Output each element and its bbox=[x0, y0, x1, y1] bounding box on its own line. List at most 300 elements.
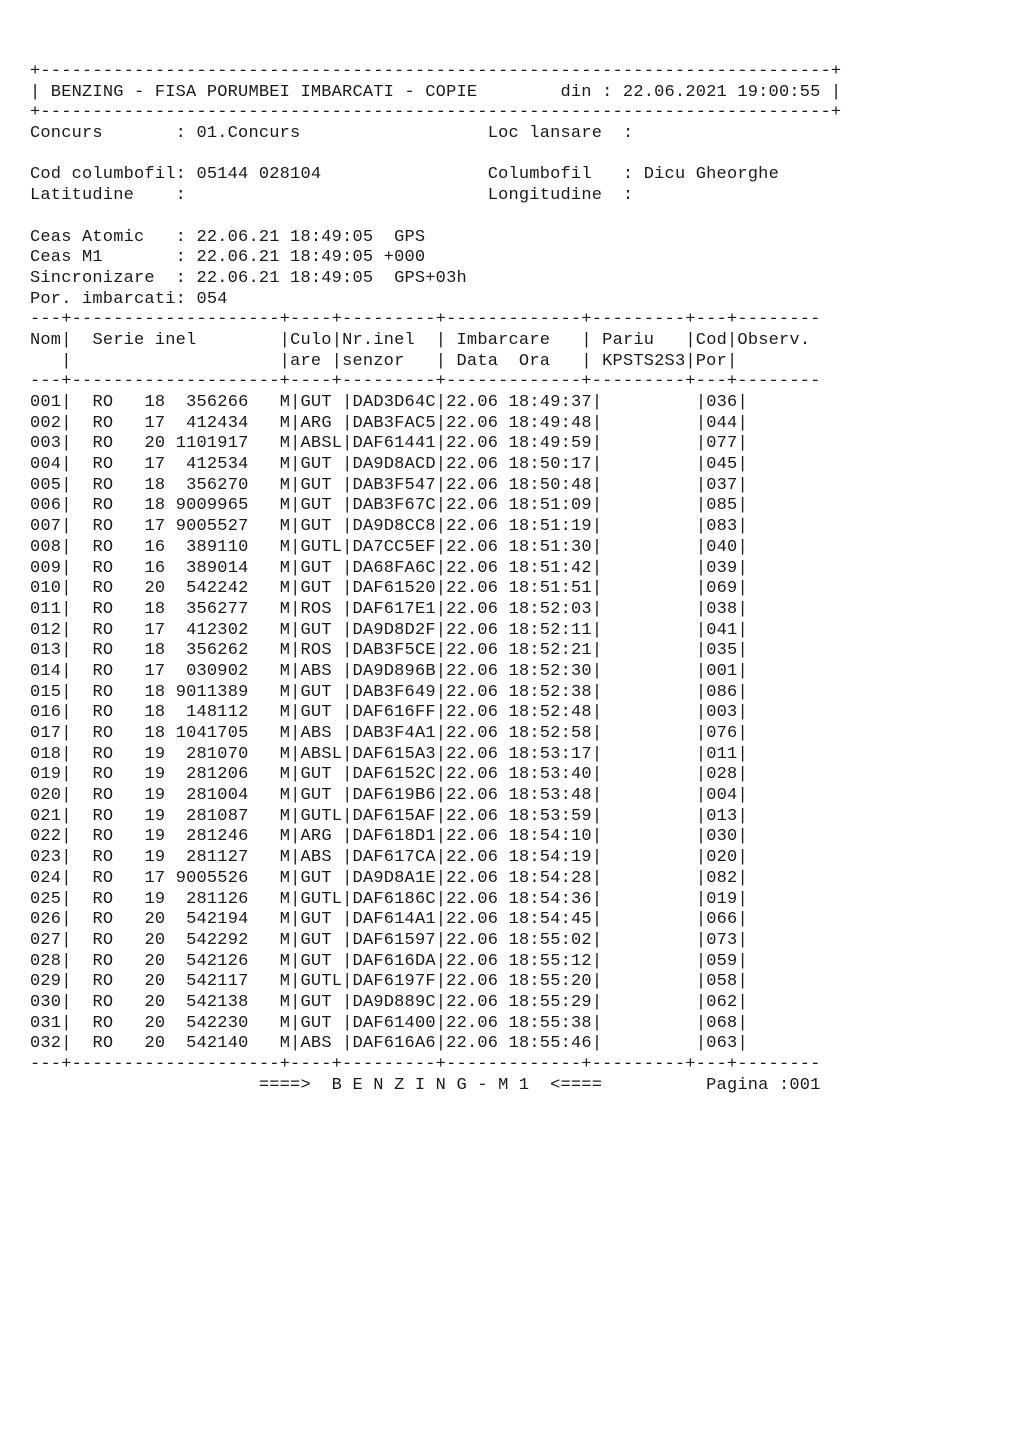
cell-country: RO bbox=[92, 1034, 114, 1054]
cell-nom: 014 bbox=[30, 661, 62, 681]
rule: | bbox=[435, 992, 447, 1012]
rule bbox=[602, 496, 696, 515]
columbofil-label: Columbofil bbox=[487, 165, 623, 185]
cell-sensor: DAF617CA bbox=[352, 848, 436, 868]
rule: | bbox=[581, 330, 592, 350]
rule: | bbox=[737, 930, 748, 950]
cell-time: 18:52:03 bbox=[508, 599, 592, 619]
cell-sensor: DAF6152C bbox=[352, 765, 436, 785]
rule bbox=[165, 1034, 175, 1053]
cell-cod: 044 bbox=[706, 413, 738, 433]
cell-ring: 542242 bbox=[175, 579, 249, 599]
rule bbox=[165, 496, 175, 515]
cell-date: 22.06 bbox=[446, 972, 499, 992]
cell-sensor: DA9D896B bbox=[352, 661, 436, 681]
rule bbox=[498, 641, 508, 660]
cell-nom: 009 bbox=[30, 558, 62, 578]
rule: | bbox=[290, 744, 301, 764]
cell-year: 18 bbox=[144, 641, 166, 661]
cell-sensor: DA9D8CC8 bbox=[352, 517, 436, 537]
rule bbox=[30, 145, 40, 164]
cell-cod: 045 bbox=[706, 455, 738, 475]
rule bbox=[602, 579, 696, 598]
rule bbox=[165, 972, 175, 991]
cell-date: 22.06 bbox=[446, 910, 499, 930]
cell-ring: 356270 bbox=[175, 475, 249, 495]
cell-sex: M bbox=[279, 1013, 291, 1033]
cod-value: 05144 028104 bbox=[196, 165, 405, 185]
cell-cod: 013 bbox=[706, 806, 738, 826]
rule: | bbox=[435, 806, 447, 826]
cell-sensor: DAD3D64C bbox=[352, 393, 436, 412]
rule: | bbox=[591, 661, 603, 681]
rule bbox=[113, 745, 144, 764]
cell-color: GUT bbox=[300, 620, 343, 640]
table-row bbox=[30, 662, 841, 683]
rule: | bbox=[435, 393, 447, 412]
rule bbox=[165, 807, 175, 826]
rule bbox=[498, 765, 508, 784]
cell-ring: 412534 bbox=[175, 455, 249, 475]
cell-cod: 082 bbox=[706, 868, 738, 888]
rule: | bbox=[342, 992, 353, 1012]
rule: | bbox=[591, 517, 603, 537]
rule: | bbox=[290, 620, 301, 640]
rule: | bbox=[342, 434, 353, 454]
rule: | bbox=[737, 661, 748, 681]
rule: | bbox=[737, 620, 748, 640]
cell-date: 22.06 bbox=[446, 992, 499, 1012]
cell-date: 22.06 bbox=[446, 806, 499, 826]
rule: | bbox=[342, 517, 353, 537]
rule bbox=[602, 703, 696, 722]
rule: | bbox=[61, 848, 72, 868]
rule: | bbox=[591, 910, 603, 930]
rule: | bbox=[342, 765, 353, 785]
rule: | bbox=[435, 930, 447, 950]
cell-country: RO bbox=[92, 393, 114, 412]
cell-cod: 085 bbox=[706, 496, 738, 516]
cell-sensor: DA9D8D2F bbox=[352, 620, 436, 640]
cell-sensor: DAF6197F bbox=[352, 972, 436, 992]
rule bbox=[72, 538, 93, 557]
rule bbox=[165, 517, 175, 536]
rule: | bbox=[695, 496, 707, 516]
rule: | bbox=[342, 951, 353, 971]
rule bbox=[249, 703, 280, 722]
rule: | bbox=[290, 393, 301, 412]
cell-sex: M bbox=[279, 868, 291, 888]
rule: | bbox=[695, 744, 707, 764]
cell-date: 22.06 bbox=[446, 620, 499, 640]
rule bbox=[249, 972, 280, 991]
cell-sensor: DAF616FF bbox=[352, 703, 436, 723]
concurs-label: Concurs bbox=[30, 124, 176, 144]
rule bbox=[72, 641, 93, 660]
cell-date: 22.06 bbox=[446, 682, 499, 702]
rule: | bbox=[290, 558, 301, 578]
rule: | bbox=[737, 889, 748, 909]
rule: | bbox=[30, 351, 93, 371]
rule bbox=[498, 600, 508, 619]
rule: | bbox=[30, 82, 41, 102]
cell-time: 18:54:45 bbox=[508, 910, 592, 930]
cell-ring: 281246 bbox=[175, 827, 249, 847]
rule bbox=[113, 579, 144, 598]
cell-ring: 281070 bbox=[175, 744, 249, 764]
cell-sex: M bbox=[279, 910, 291, 930]
blank bbox=[30, 207, 841, 228]
col-cod-2: Por bbox=[695, 351, 727, 371]
rule: | bbox=[737, 910, 748, 930]
rule: | bbox=[342, 786, 353, 806]
rule bbox=[602, 890, 696, 909]
rule bbox=[602, 993, 696, 1012]
rule: | bbox=[61, 889, 72, 909]
cell-color: ABSL bbox=[300, 744, 343, 764]
cell-year: 17 bbox=[144, 868, 166, 888]
cell-time: 18:51:19 bbox=[508, 517, 592, 537]
cell-cod: 058 bbox=[706, 972, 738, 992]
cell-color: ARG bbox=[300, 827, 343, 847]
rule: | bbox=[290, 682, 301, 702]
report-title: BENZING - FISA PORUMBEI IMBARCATI - COPIE bbox=[40, 82, 478, 102]
rule bbox=[249, 455, 280, 474]
cell-sex: M bbox=[279, 537, 291, 557]
rule bbox=[165, 434, 175, 453]
rule bbox=[72, 952, 93, 971]
cell-date: 22.06 bbox=[446, 599, 499, 619]
rule bbox=[72, 1034, 93, 1053]
cell-year: 17 bbox=[144, 413, 166, 433]
rule bbox=[165, 579, 175, 598]
rule: | bbox=[290, 724, 301, 743]
cell-ring: 542292 bbox=[175, 930, 249, 950]
cell-date: 22.06 bbox=[446, 889, 499, 909]
rule: | bbox=[591, 703, 603, 723]
rule bbox=[113, 559, 144, 578]
cell-sex: M bbox=[279, 765, 291, 785]
table-row bbox=[30, 972, 841, 993]
table-row bbox=[30, 538, 841, 559]
cell-color: GUTL bbox=[300, 972, 343, 992]
rule: | bbox=[61, 806, 72, 826]
cell-country: RO bbox=[92, 703, 114, 723]
rule: | bbox=[61, 703, 72, 723]
cell-country: RO bbox=[92, 889, 114, 909]
cell-time: 18:49:48 bbox=[508, 413, 592, 433]
por-label: Por. imbarcati: bbox=[30, 289, 197, 309]
rule: | bbox=[331, 351, 343, 371]
sincronizare-line bbox=[30, 269, 841, 290]
page-label: Pagina : bbox=[706, 1075, 790, 1095]
cell-date: 22.06 bbox=[446, 930, 499, 950]
rule bbox=[249, 765, 280, 784]
rule: | bbox=[695, 455, 707, 475]
cell-sex: M bbox=[279, 475, 291, 495]
rule bbox=[249, 827, 280, 846]
cell-country: RO bbox=[92, 744, 114, 764]
cell-cod: 076 bbox=[706, 724, 738, 743]
rule bbox=[113, 703, 144, 722]
rule: | bbox=[695, 579, 707, 599]
cell-sensor: DA68FA6C bbox=[352, 558, 436, 578]
cell-date: 22.06 bbox=[446, 765, 499, 785]
cell-sensor: DAF615A3 bbox=[352, 744, 436, 764]
cell-cod: 077 bbox=[706, 434, 738, 454]
table-row bbox=[30, 621, 841, 642]
cell-year: 18 bbox=[144, 703, 166, 723]
rule bbox=[602, 683, 696, 702]
rule bbox=[498, 579, 508, 598]
rule: | bbox=[435, 972, 447, 992]
cell-ring: 9009965 bbox=[175, 496, 249, 516]
cell-nom: 024 bbox=[30, 868, 62, 888]
rule bbox=[72, 600, 93, 619]
cell-color: GUTL bbox=[300, 537, 343, 557]
col-culo-2: are bbox=[290, 351, 332, 371]
cell-year: 18 bbox=[144, 682, 166, 702]
cell-cod: 069 bbox=[706, 579, 738, 599]
rule: | bbox=[737, 703, 748, 723]
cell-cod: 001 bbox=[706, 661, 738, 681]
rule: | bbox=[695, 393, 707, 412]
cell-nom: 007 bbox=[30, 517, 62, 537]
rule bbox=[498, 972, 508, 991]
rule: | bbox=[591, 620, 603, 640]
cell-cod: 059 bbox=[706, 951, 738, 971]
cell-cod: 063 bbox=[706, 1034, 738, 1054]
ceas-m1-label: Ceas M1 bbox=[30, 248, 176, 268]
cell-sex: M bbox=[279, 703, 291, 723]
cell-ring: 1041705 bbox=[175, 724, 249, 743]
rule bbox=[249, 910, 280, 929]
cell-color: GUT bbox=[300, 455, 343, 475]
cell-year: 17 bbox=[144, 620, 166, 640]
rule bbox=[498, 724, 508, 743]
cell-time: 18:52:11 bbox=[508, 620, 592, 640]
cell-country: RO bbox=[92, 558, 114, 578]
rule bbox=[113, 869, 144, 888]
rule: | bbox=[685, 330, 696, 350]
cell-ring: 542140 bbox=[175, 1034, 249, 1054]
table-row bbox=[30, 434, 841, 455]
cell-country: RO bbox=[92, 475, 114, 495]
cell-year: 18 bbox=[144, 475, 166, 495]
rule: | bbox=[591, 434, 603, 454]
table-header-2 bbox=[30, 352, 841, 373]
cell-ring: 356266 bbox=[175, 393, 249, 412]
rule: : bbox=[175, 124, 197, 144]
rule: | bbox=[290, 972, 301, 992]
cell-year: 20 bbox=[144, 992, 166, 1012]
rule: | bbox=[591, 806, 603, 826]
rule bbox=[249, 848, 280, 867]
cell-country: RO bbox=[92, 641, 114, 661]
rule: | bbox=[435, 682, 447, 702]
table-row bbox=[30, 910, 841, 931]
rule: | bbox=[290, 1013, 301, 1033]
table-rule bbox=[30, 1055, 841, 1076]
rule: | bbox=[591, 599, 603, 619]
cell-country: RO bbox=[92, 496, 114, 516]
rule: | bbox=[342, 889, 353, 909]
rule: | bbox=[342, 496, 353, 516]
cell-color: GUTL bbox=[300, 889, 343, 909]
rule bbox=[498, 1014, 508, 1033]
rule: | bbox=[591, 558, 603, 578]
cell-sensor: DAF616DA bbox=[352, 951, 436, 971]
table-row bbox=[30, 703, 841, 724]
cell-nom: 020 bbox=[30, 786, 62, 806]
rule: | bbox=[695, 1013, 707, 1033]
rule: | bbox=[61, 910, 72, 930]
rule: | bbox=[290, 806, 301, 826]
cell-country: RO bbox=[92, 1013, 114, 1033]
rule bbox=[602, 1034, 696, 1053]
table-row bbox=[30, 393, 841, 414]
rule: | bbox=[290, 641, 301, 661]
cell-year: 18 bbox=[144, 724, 166, 743]
cell-time: 18:53:48 bbox=[508, 786, 592, 806]
rule: | bbox=[61, 517, 72, 537]
cell-sex: M bbox=[279, 951, 291, 971]
rule: | bbox=[737, 1013, 748, 1033]
rule: | bbox=[695, 951, 707, 971]
rule bbox=[498, 745, 508, 764]
rule bbox=[249, 1014, 280, 1033]
rule bbox=[165, 538, 175, 557]
rule: | bbox=[695, 599, 707, 619]
footer-center: ====> B E N Z I N G - M 1 <==== bbox=[258, 1075, 603, 1095]
cell-ring: 281004 bbox=[175, 786, 249, 806]
rule bbox=[72, 745, 93, 764]
cell-time: 18:55:38 bbox=[508, 1013, 592, 1033]
cell-sensor: DAF61597 bbox=[352, 930, 436, 950]
rule bbox=[72, 559, 93, 578]
rule: | bbox=[342, 413, 353, 433]
rule bbox=[498, 807, 508, 826]
rule bbox=[404, 165, 487, 184]
rule: | bbox=[591, 393, 603, 412]
rule bbox=[249, 869, 280, 888]
rule bbox=[72, 848, 93, 867]
rule: | bbox=[61, 599, 72, 619]
rule bbox=[498, 538, 508, 557]
ceas-m1-line bbox=[30, 248, 841, 269]
cell-time: 18:53:59 bbox=[508, 806, 592, 826]
rule bbox=[498, 496, 508, 515]
rule bbox=[498, 434, 508, 453]
rule bbox=[498, 414, 508, 433]
cell-country: RO bbox=[92, 806, 114, 826]
rule bbox=[165, 641, 175, 660]
rule: | bbox=[695, 703, 707, 723]
rule: | bbox=[290, 786, 301, 806]
cell-nom: 027 bbox=[30, 930, 62, 950]
cell-nom: 031 bbox=[30, 1013, 62, 1033]
cell-color: ABS bbox=[300, 724, 343, 743]
cell-nom: 015 bbox=[30, 682, 62, 702]
rule bbox=[72, 393, 93, 412]
cell-color: GUT bbox=[300, 558, 343, 578]
rule: | bbox=[435, 413, 447, 433]
rule: | bbox=[435, 868, 447, 888]
cell-color: GUT bbox=[300, 1013, 343, 1033]
cell-ring: 281127 bbox=[175, 848, 249, 868]
rule: | bbox=[435, 827, 447, 847]
report-title-line bbox=[30, 83, 841, 104]
table-row bbox=[30, 559, 841, 580]
rule: +----------------------------------------------------------------------------+ bbox=[30, 103, 842, 123]
rule: | bbox=[61, 765, 72, 785]
table-header-1 bbox=[30, 331, 841, 352]
rule bbox=[165, 662, 175, 681]
rule: : bbox=[175, 227, 197, 247]
rule bbox=[165, 414, 175, 433]
rule: | bbox=[435, 351, 447, 371]
rule: | bbox=[342, 848, 353, 868]
cell-year: 20 bbox=[144, 951, 166, 971]
table-row bbox=[30, 952, 841, 973]
cell-cod: 083 bbox=[706, 517, 738, 537]
cell-sex: M bbox=[279, 661, 291, 681]
cell-sex: M bbox=[279, 1034, 291, 1054]
rule: ---+--------------------+----+---------+-------------+---------+---+-------- bbox=[30, 1055, 821, 1074]
cell-nom: 022 bbox=[30, 827, 62, 847]
cell-sex: M bbox=[279, 496, 291, 516]
rule: | bbox=[61, 434, 72, 454]
rule: | bbox=[435, 496, 447, 516]
rule: | bbox=[695, 558, 707, 578]
cell-color: GUT bbox=[300, 868, 343, 888]
rule: | bbox=[695, 620, 707, 640]
rule: | bbox=[435, 744, 447, 764]
rule bbox=[602, 559, 696, 578]
rule: | bbox=[591, 765, 603, 785]
rule: | bbox=[290, 661, 301, 681]
cell-color: ABSL bbox=[300, 434, 343, 454]
rule bbox=[72, 786, 93, 805]
rule bbox=[249, 931, 280, 950]
rule bbox=[498, 1034, 508, 1053]
rule: | bbox=[435, 475, 447, 495]
table-row bbox=[30, 600, 841, 621]
rule: | bbox=[695, 868, 707, 888]
rule bbox=[72, 476, 93, 495]
rule bbox=[165, 786, 175, 805]
rule bbox=[249, 641, 280, 660]
rule: | bbox=[61, 972, 72, 992]
cell-sex: M bbox=[279, 848, 291, 868]
rule bbox=[498, 910, 508, 929]
rule: | bbox=[435, 579, 447, 599]
cell-color: ABS bbox=[300, 1034, 343, 1054]
cell-country: RO bbox=[92, 910, 114, 930]
rule: | bbox=[61, 951, 72, 971]
cell-ring: 030902 bbox=[175, 661, 249, 681]
cell-time: 18:51:42 bbox=[508, 558, 592, 578]
rule bbox=[498, 848, 508, 867]
cell-nom: 016 bbox=[30, 703, 62, 723]
rule bbox=[249, 807, 280, 826]
rule bbox=[602, 538, 696, 557]
rule bbox=[113, 683, 144, 702]
table-row bbox=[30, 496, 841, 517]
cell-time: 18:49:59 bbox=[508, 434, 592, 454]
rule: | bbox=[695, 1034, 707, 1054]
cell-ring: 542138 bbox=[175, 992, 249, 1012]
